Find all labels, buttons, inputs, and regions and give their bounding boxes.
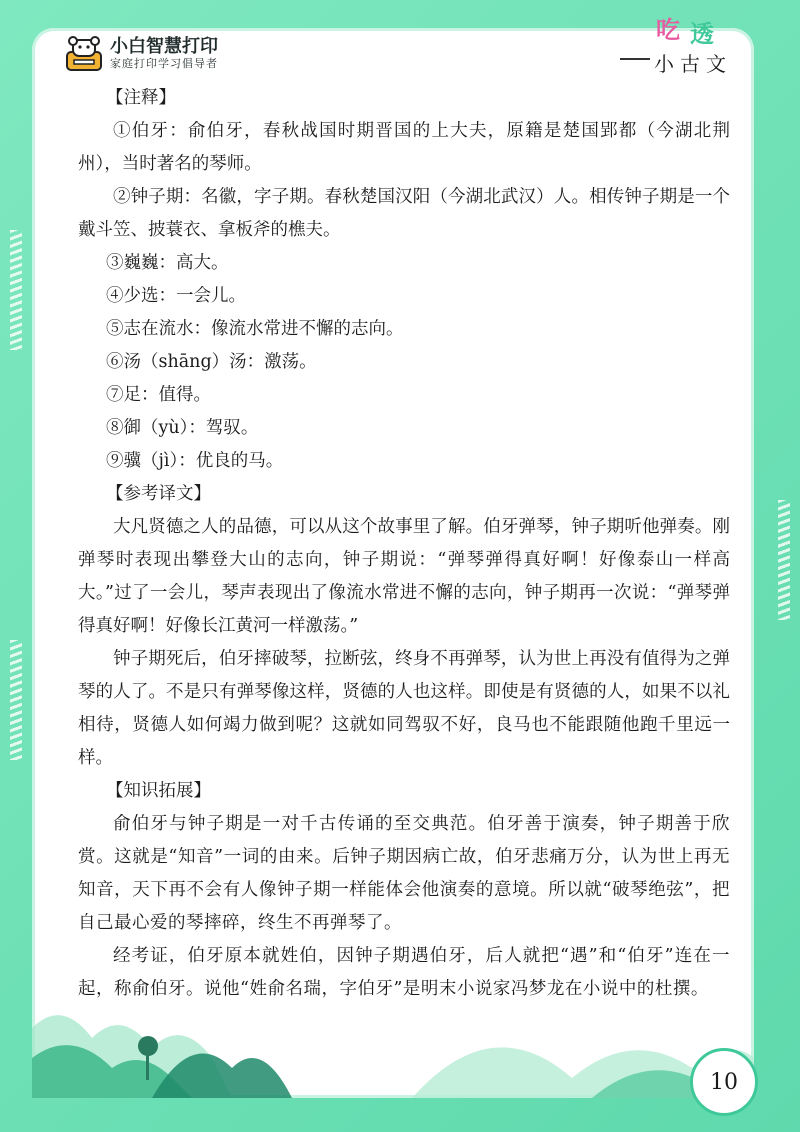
notes-heading: 【注释】 [106, 88, 176, 108]
note-item: ⑥汤（shāng）汤：激荡。 [106, 352, 317, 372]
logo [64, 30, 264, 78]
mountain-landscape-decor [32, 968, 754, 1098]
translation-paragraph: 钟子期死后，伯牙摔破琴，拉断弦，终身不再弹琴，认为世上再没有值得为之弹琴的人了。不是只有弹琴像这样，贤德的人也这样。即使是有贤德的人，如果不以礼相待，贤德人如何竭力做到呢？这就如同驾驭不好，良马也不能跟随他跑千里远一样。 [78, 649, 730, 768]
note-item: ①伯牙：俞伯牙，春秋战国时期晋国的上大夫，原籍是楚国郢都（今湖北荆州），当时著名的琴师。 [78, 121, 730, 174]
note-item: ⑤志在流水：像流水常进不懈的志向。 [106, 319, 404, 339]
brand-char-1: 吃 [656, 16, 680, 44]
decor-stripes-right [778, 500, 790, 620]
extension-paragraph: 俞伯牙与钟子期是一对千古传诵的至交典范。伯牙善于演奏，钟子期善于欣赏。这就是“知音”一词的由来。后钟子期因病亡故，伯牙悲痛万分，认为世上再无知音，天下再不会有人像钟子期一样能体会他演奏的意境。所以就“破琴绝弦”，把自己最心爱的琴摔碎，终生不再弹琴了。 [78, 814, 730, 933]
decor-stripes-left-lower [10, 640, 22, 760]
brand-subtitle: 小古文 [654, 52, 732, 76]
printer-mascot-icon [64, 34, 104, 74]
note-item: ④少选：一会儿。 [106, 286, 246, 306]
extension-heading: 【知识拓展】 [106, 781, 211, 801]
extension-paragraph: 经考证，伯牙原本就姓伯，因钟子期遇伯牙，后人就把“遇”和“伯牙”连在一起，称俞伯牙。说他“姓俞名瑞，字伯牙”是明末小说家冯梦龙在小说中的杜撰。 [78, 946, 730, 999]
brand-line-decor [620, 58, 650, 60]
logo-subtitle: 家庭打印学习倡导者 [110, 57, 218, 70]
note-item: ⑨骥（jì）：优良的马。 [106, 451, 284, 471]
brand-char-2: 透 [690, 20, 714, 48]
decor-stripes-left [10, 230, 22, 350]
translation-heading: 【参考译文】 [106, 484, 211, 504]
note-item: ②钟子期：名徽，字子期。春秋楚国汉阳（今湖北武汉）人。相传钟子期是一个戴斗笠、披蓑衣、拿板斧的樵夫。 [78, 187, 730, 240]
page-number: 10 [690, 1048, 758, 1116]
brand-mark [616, 10, 756, 80]
main-content [78, 82, 730, 1006]
note-item: ③巍巍：高大。 [106, 253, 229, 273]
translation-paragraph: 大凡贤德之人的品德，可以从这个故事里了解。伯牙弹琴，钟子期听他弹奏。刚弹琴时表现出攀登大山的志向，钟子期说：“弹琴弹得真好啊！好像泰山一样高大。”过了一会儿，琴声表现出了像流水常进不懈的志向，钟子期再一次说：“弹琴弹得真好啊！好像长江黄河一样激荡。” [78, 517, 730, 636]
note-item: ⑦足：值得。 [106, 385, 211, 405]
note-item: ⑧御（yù）：驾驭。 [106, 418, 259, 438]
logo-title: 小白智慧打印 [110, 36, 218, 57]
